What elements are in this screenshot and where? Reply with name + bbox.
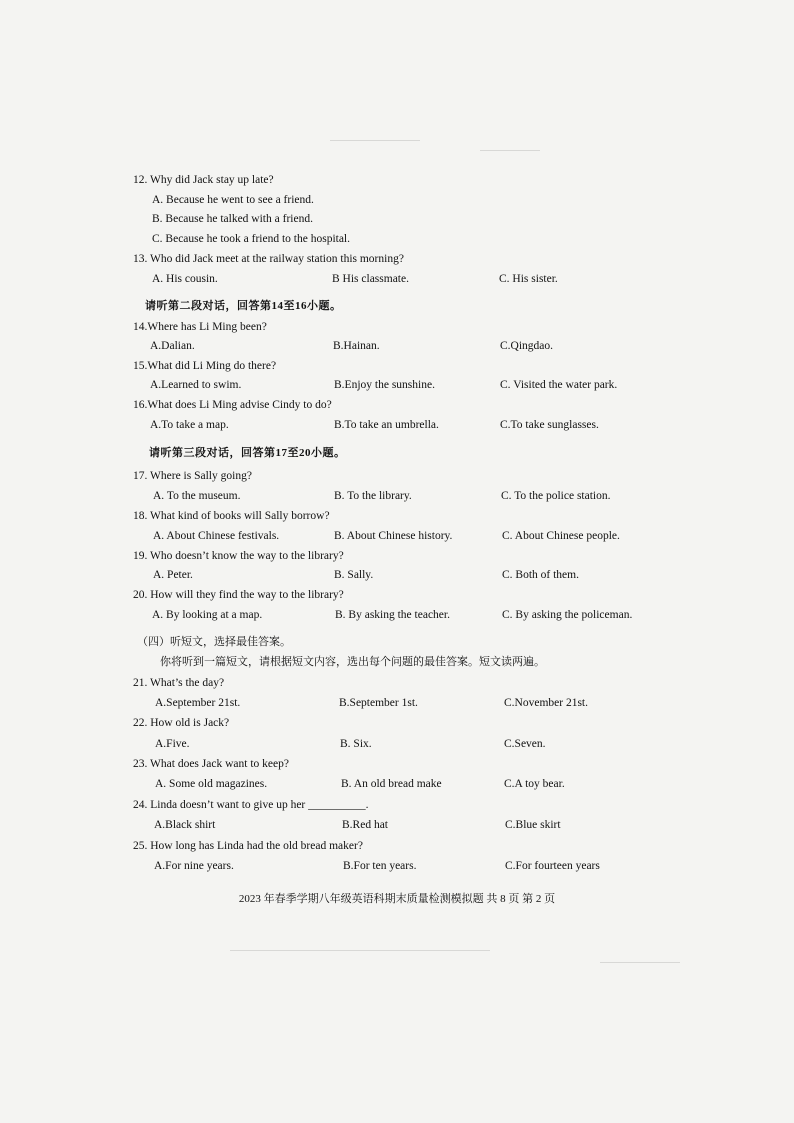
- scan-noise: [230, 950, 490, 951]
- scan-noise: [330, 140, 420, 141]
- question-20: 20. How will they find the way to the library?: [133, 589, 344, 601]
- option-24b: B.Red hat: [342, 819, 388, 831]
- question-25: 25. How long has Linda had the old bread maker?: [133, 840, 363, 852]
- option-19a: A. Peter.: [153, 569, 193, 581]
- question-16: 16.What does Li Ming advise Cindy to do?: [133, 399, 332, 411]
- option-18c: C. About Chinese people.: [502, 530, 620, 542]
- option-17c: C. To the police station.: [501, 490, 611, 502]
- option-21a: A.September 21st.: [155, 697, 241, 709]
- question-19: 19. Who doesn’t know the way to the library?: [133, 550, 344, 562]
- question-14: 14.Where has Li Ming been?: [133, 321, 267, 333]
- option-20b: B. By asking the teacher.: [335, 609, 450, 621]
- option-24a: A.Black shirt: [154, 819, 216, 831]
- option-20c: C. By asking the policeman.: [502, 609, 633, 621]
- option-24c: C.Blue skirt: [505, 819, 561, 831]
- option-25b: B.For ten years.: [343, 860, 417, 872]
- question-13: 13. Who did Jack meet at the railway station this morning?: [133, 253, 404, 265]
- option-13a: A. His cousin.: [152, 273, 218, 285]
- question-23: 23. What does Jack want to keep?: [133, 758, 289, 770]
- option-22c: C.Seven.: [504, 738, 546, 750]
- option-14a: A.Dalian.: [150, 340, 195, 352]
- option-13b: B His classmate.: [332, 273, 409, 285]
- option-21b: B.September 1st.: [339, 697, 418, 709]
- option-15b: B.Enjoy the sunshine.: [334, 379, 435, 391]
- option-22b: B. Six.: [340, 738, 372, 750]
- option-16c: C.To take sunglasses.: [500, 419, 599, 431]
- scan-noise: [480, 150, 540, 151]
- option-13c: C. His sister.: [499, 273, 558, 285]
- option-25c: C.For fourteen years: [505, 860, 600, 872]
- option-14b: B.Hainan.: [333, 340, 380, 352]
- option-16a: A.To take a map.: [150, 419, 229, 431]
- question-24: 24. Linda doesn’t want to give up her __________.: [133, 799, 369, 811]
- option-19c: C. Both of them.: [502, 569, 579, 581]
- option-12b: B. Because he talked with a friend.: [152, 213, 313, 225]
- section-part4-title: （四）听短文，选择最佳答案。: [137, 635, 291, 648]
- option-18b: B. About Chinese history.: [334, 530, 453, 542]
- option-18a: A. About Chinese festivals.: [153, 530, 280, 542]
- option-19b: B. Sally.: [334, 569, 374, 581]
- option-21c: C.November 21st.: [504, 697, 589, 709]
- option-15c: C. Visited the water park.: [500, 379, 618, 391]
- option-14c: C.Qingdao.: [500, 340, 554, 352]
- option-15a: A.Learned to swim.: [150, 379, 242, 391]
- option-17b: B. To the library.: [334, 490, 412, 502]
- question-21: 21. What’s the day?: [133, 677, 225, 689]
- question-17: 17. Where is Sally going?: [133, 470, 252, 482]
- section-dialog-2: 请听第二段对话，回答第14至16小题。: [145, 300, 342, 312]
- option-23a: A. Some old magazines.: [155, 778, 268, 790]
- question-12: 12. Why did Jack stay up late?: [133, 174, 274, 186]
- section-part4-instructions: 你将听到一篇短文，请根据短文内容，选出每个问题的最佳答案。短文读两遍。: [160, 655, 545, 668]
- option-25a: A.For nine years.: [154, 860, 234, 872]
- question-15: 15.What did Li Ming do there?: [133, 360, 277, 372]
- question-22: 22. How old is Jack?: [133, 717, 230, 729]
- page-footer: 2023 年春季学期八年级英语科期末质量检测模拟题 共 8 页 第 2 页: [238, 893, 556, 905]
- scan-noise: [600, 962, 680, 963]
- option-17a: A. To the museum.: [153, 490, 241, 502]
- option-23b: B. An old bread make: [341, 778, 442, 790]
- option-22a: A.Five.: [155, 738, 190, 750]
- option-12c: C. Because he took a friend to the hospital.: [152, 233, 351, 245]
- section-dialog-3: 请听第三段对话，回答第17至20小题。: [149, 447, 346, 459]
- question-18: 18. What kind of books will Sally borrow?: [133, 510, 330, 522]
- option-12a: A. Because he went to see a friend.: [152, 194, 314, 206]
- option-16b: B.To take an umbrella.: [334, 419, 439, 431]
- option-20a: A. By looking at a map.: [152, 609, 263, 621]
- option-23c: C.A toy bear.: [504, 778, 565, 790]
